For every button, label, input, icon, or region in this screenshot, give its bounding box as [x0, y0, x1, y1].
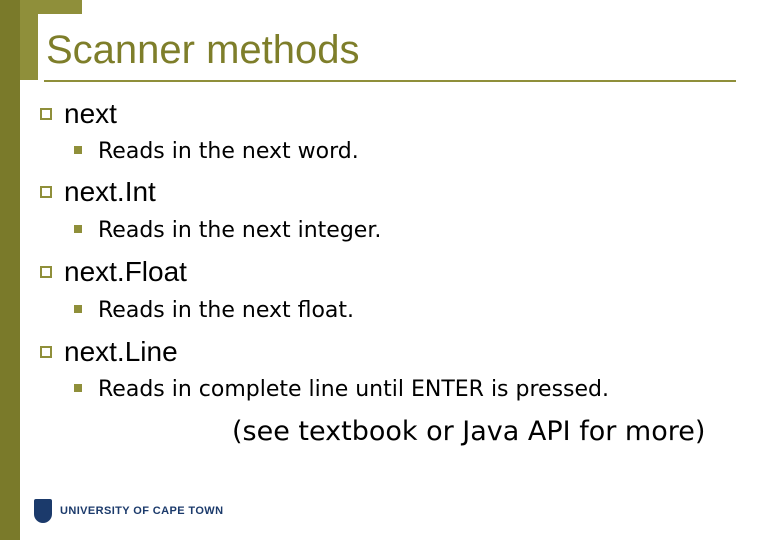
footnote-text: (see textbook or Java API for more) — [232, 416, 706, 447]
shield-crest-icon — [34, 499, 52, 523]
bullet-item-next-int — [40, 176, 156, 208]
bullet-label: next.Line — [64, 336, 178, 367]
slide-title: Scanner methods — [46, 28, 360, 72]
title-underline — [44, 80, 736, 82]
sub-bullet-next — [74, 138, 359, 166]
filled-square-bullet-icon — [74, 305, 82, 313]
sub-bullet-text: Reads in the next word. — [98, 139, 359, 164]
square-bullet-icon — [40, 266, 52, 278]
sub-bullet-text: Reads in complete line until ENTER is pressed. — [98, 377, 609, 402]
filled-square-bullet-icon — [74, 146, 82, 154]
square-bullet-icon — [40, 186, 52, 198]
logo-text: UNIVERSITY OF CAPE TOWN — [60, 505, 224, 517]
sub-bullet-next-line — [74, 376, 609, 404]
university-logo — [34, 498, 223, 524]
sub-bullet-text: Reads in the next integer. — [98, 218, 382, 243]
filled-square-bullet-icon — [74, 225, 82, 233]
sub-bullet-next-float — [74, 297, 354, 325]
bullet-label: next.Float — [64, 256, 187, 287]
square-bullet-icon — [40, 108, 52, 120]
bullet-item-next — [40, 98, 117, 130]
sub-bullet-text: Reads in the next float. — [98, 298, 355, 323]
bullet-item-next-line — [40, 336, 178, 368]
bullet-item-next-float — [40, 256, 187, 288]
bullet-label: next.Int — [64, 176, 156, 207]
left-accent-bar — [0, 0, 20, 540]
square-bullet-icon — [40, 346, 52, 358]
bullet-label: next — [64, 98, 117, 129]
sub-bullet-next-int — [74, 217, 381, 245]
filled-square-bullet-icon — [74, 384, 82, 392]
